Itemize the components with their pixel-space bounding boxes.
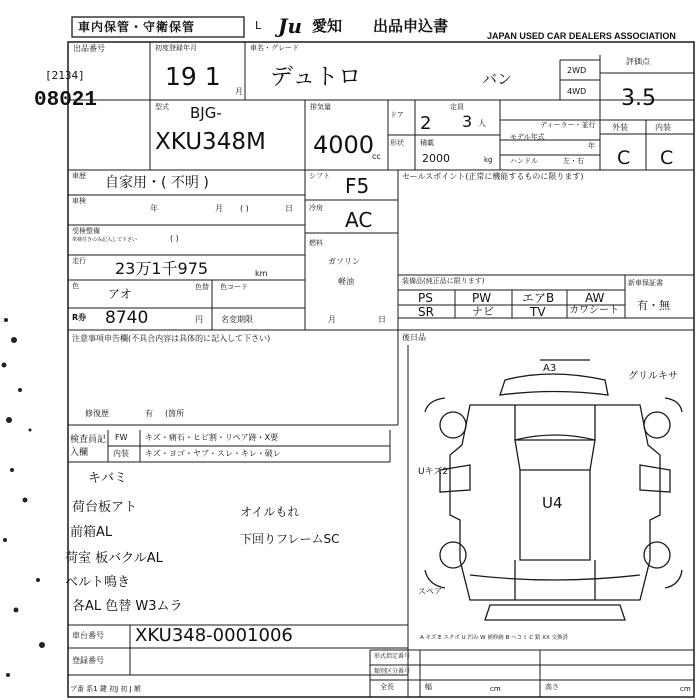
car-name-value: デュトロ [270, 64, 362, 90]
exterior-label: 外装 [612, 123, 628, 132]
note-4: 荷室 板バクルAL [65, 551, 163, 566]
chassis-label: 車台番号 [72, 631, 104, 640]
model-prefix: BJG- [190, 104, 222, 122]
inspector-label: 検査員記入欄 [70, 435, 107, 458]
fw-label: FW [115, 433, 128, 442]
displacement-unit: cc [372, 152, 381, 161]
diagram-center-label: U4 [542, 494, 563, 512]
post-remarks-label: 後日品 [402, 333, 426, 342]
model-code: XKU348M [155, 129, 266, 155]
displacement-label: 排気量 [310, 103, 331, 111]
drive-4wd: 4WD [567, 87, 587, 96]
interior-options: キズ・ヨゴ・ヤブ・スレ・キレ・破レ [145, 449, 281, 458]
meiken-month: 月 [328, 315, 336, 324]
inspection-paren: ( ) [240, 204, 249, 213]
lot-number: 08021 [34, 89, 98, 112]
warranty-paren: ( ) [170, 234, 179, 243]
car-grade-value: バン [482, 70, 513, 88]
association-name: JAPAN USED CAR DEALERS ASSOCIATION [487, 31, 676, 41]
sales-point-label: セールスポイント(正常に機能するものに限ります) [402, 172, 584, 181]
note-5: ベルト鳴き [65, 575, 131, 590]
model-year-label: モデル年式 [510, 133, 545, 141]
capacity-value: 3 [462, 112, 473, 131]
first-reg-month-unit: 月 [235, 87, 243, 96]
scan-noise [0, 280, 70, 700]
inspection-label: 車検 [72, 197, 86, 205]
form-title: 出品申込書 [373, 17, 449, 35]
history-label: 車歴 [72, 172, 86, 180]
score-label: 評価点 [626, 57, 650, 66]
mileage-unit: km [255, 269, 268, 278]
equip-tv: TV [530, 305, 546, 319]
fuel-diesel: 軽油 [338, 277, 354, 286]
capacity-label: 定員 [450, 103, 464, 111]
note-right-1: オイルもれ [240, 505, 300, 519]
note-3: 前箱AL [70, 525, 113, 540]
repair-label: 修復歴 [85, 409, 109, 418]
score-value: 3.5 [621, 86, 656, 111]
model-year-unit: 年 [588, 142, 595, 150]
equip-navi: ナビ [472, 305, 494, 318]
doors-label: ドア [390, 111, 404, 119]
aircon-value: AC [345, 208, 373, 232]
new-car-warranty-options: 有・無 [637, 299, 670, 312]
aircon-label: 冷房 [309, 204, 323, 212]
note-right-2: 下回りフレームSC [240, 532, 340, 546]
load-label: 積載 [420, 139, 434, 147]
meiken-day: 日 [378, 315, 386, 324]
warranty-sub: 車検付きのみ記入して下さい [72, 237, 138, 243]
handle-options: 左・右 [563, 157, 584, 165]
doors-value: 2 [420, 113, 432, 134]
model-label: 型式 [155, 103, 169, 111]
diagram-spare: スペア [418, 587, 442, 596]
note-6: 各AL 色替 W3ムラ [72, 599, 183, 614]
ju-logo: Ju [278, 14, 303, 38]
meiken-label: 名変期限 [221, 315, 253, 324]
mileage-value: 23万1千975 [115, 259, 209, 278]
equip-leather: カワシート [569, 305, 619, 316]
height-label: 高さ [545, 683, 559, 691]
repair-location: (箇所 [165, 409, 185, 418]
displacement-value: 4000 [313, 131, 375, 159]
storage-type-box: 車内保管・守衛保管 [78, 20, 196, 34]
shift-label: シフト [309, 172, 330, 180]
color-change-label: 色替 [195, 283, 209, 291]
color-value: アオ [108, 287, 132, 301]
recycle-value: 8740 [105, 308, 149, 328]
dealer-label: ディーラー・並行 [540, 121, 596, 129]
notes-label: 注意事項申告欄(不具合内容は具体的に記入して下さい) [72, 334, 271, 343]
l-mark: L [255, 19, 262, 32]
warranty-label: 受検整備 [72, 227, 100, 235]
diagram-top-label: A3 [543, 363, 557, 374]
new-car-warranty-label: 新車保証書 [628, 279, 663, 287]
note-1: キバミ [88, 471, 128, 486]
interior-label: 内装 [655, 123, 671, 132]
mileage-label: 走行 [72, 257, 86, 265]
org-name: 愛知 [312, 17, 343, 35]
type-designation-label: 形式指定番号 [374, 653, 411, 660]
diagram-right-label: グリルキサ [628, 371, 678, 382]
repair-yes: 有 [145, 409, 153, 418]
chassis-value: XKU348-0001006 [135, 625, 293, 646]
width-label: 幅 [425, 683, 432, 691]
load-unit: kg [484, 156, 493, 164]
damage-legend: A キズ E エクボ U 凹み W 補修跡 B ヘコミ C 錆 XX 交換済 [420, 635, 568, 641]
recycle-unit: 円 [195, 315, 203, 324]
car-name-label: 車名・グレード [250, 44, 299, 52]
fw-options: キズ・痛石・ヒビ割・リペア跡・X要 [145, 433, 279, 442]
color-label: 色 [72, 282, 79, 290]
shift-value: F5 [345, 174, 370, 198]
fuel-gasoline: ガソリン [328, 257, 360, 266]
body-type-label: 形状 [390, 139, 404, 147]
first-reg-label: 初度登録年月 [155, 44, 197, 52]
lot-label: 出品番号 [73, 44, 105, 53]
note-2: 荷台板アト [72, 500, 138, 515]
interior-row-label: 内装 [113, 449, 129, 458]
exterior-grade: C [617, 147, 631, 169]
equip-pw: PW [472, 291, 492, 305]
load-value: 2000 [422, 152, 450, 165]
diagram-left-label: Uキズ2 [418, 467, 449, 477]
length-label: 全長 [380, 683, 394, 691]
category-label: 類別区分番号 [374, 668, 411, 675]
footer-left: ブ番 系1 鍵 初J 初 J 額 [70, 685, 141, 693]
recycle-label: R券 [72, 313, 87, 322]
registration-label: 登録番号 [72, 656, 104, 665]
color-code-label: 色コード [220, 283, 248, 291]
equip-aw: AW [585, 291, 605, 305]
drive-2wd: 2WD [567, 66, 587, 75]
equip-ps: PS [418, 291, 433, 305]
inspection-year: 年 [150, 204, 158, 213]
lot-ref: [2134] [45, 69, 85, 82]
first-reg-value: 19 1 [165, 62, 221, 91]
height-unit: cm [680, 685, 691, 693]
equipment-label: 装備品(純正品に限ります) [402, 277, 485, 285]
inspection-month: 月 [215, 204, 223, 213]
equip-sr: SR [418, 305, 434, 319]
handle-label: ハンドル [510, 157, 538, 165]
history-value: 自家用・( 不明 ) [105, 175, 209, 191]
length-unit: cm [490, 685, 501, 693]
interior-grade: C [660, 147, 674, 169]
capacity-unit: 人 [478, 119, 486, 128]
inspection-day: 日 [285, 204, 293, 213]
equip-airbag: エアB [522, 291, 555, 305]
fuel-label: 燃料 [309, 239, 323, 247]
